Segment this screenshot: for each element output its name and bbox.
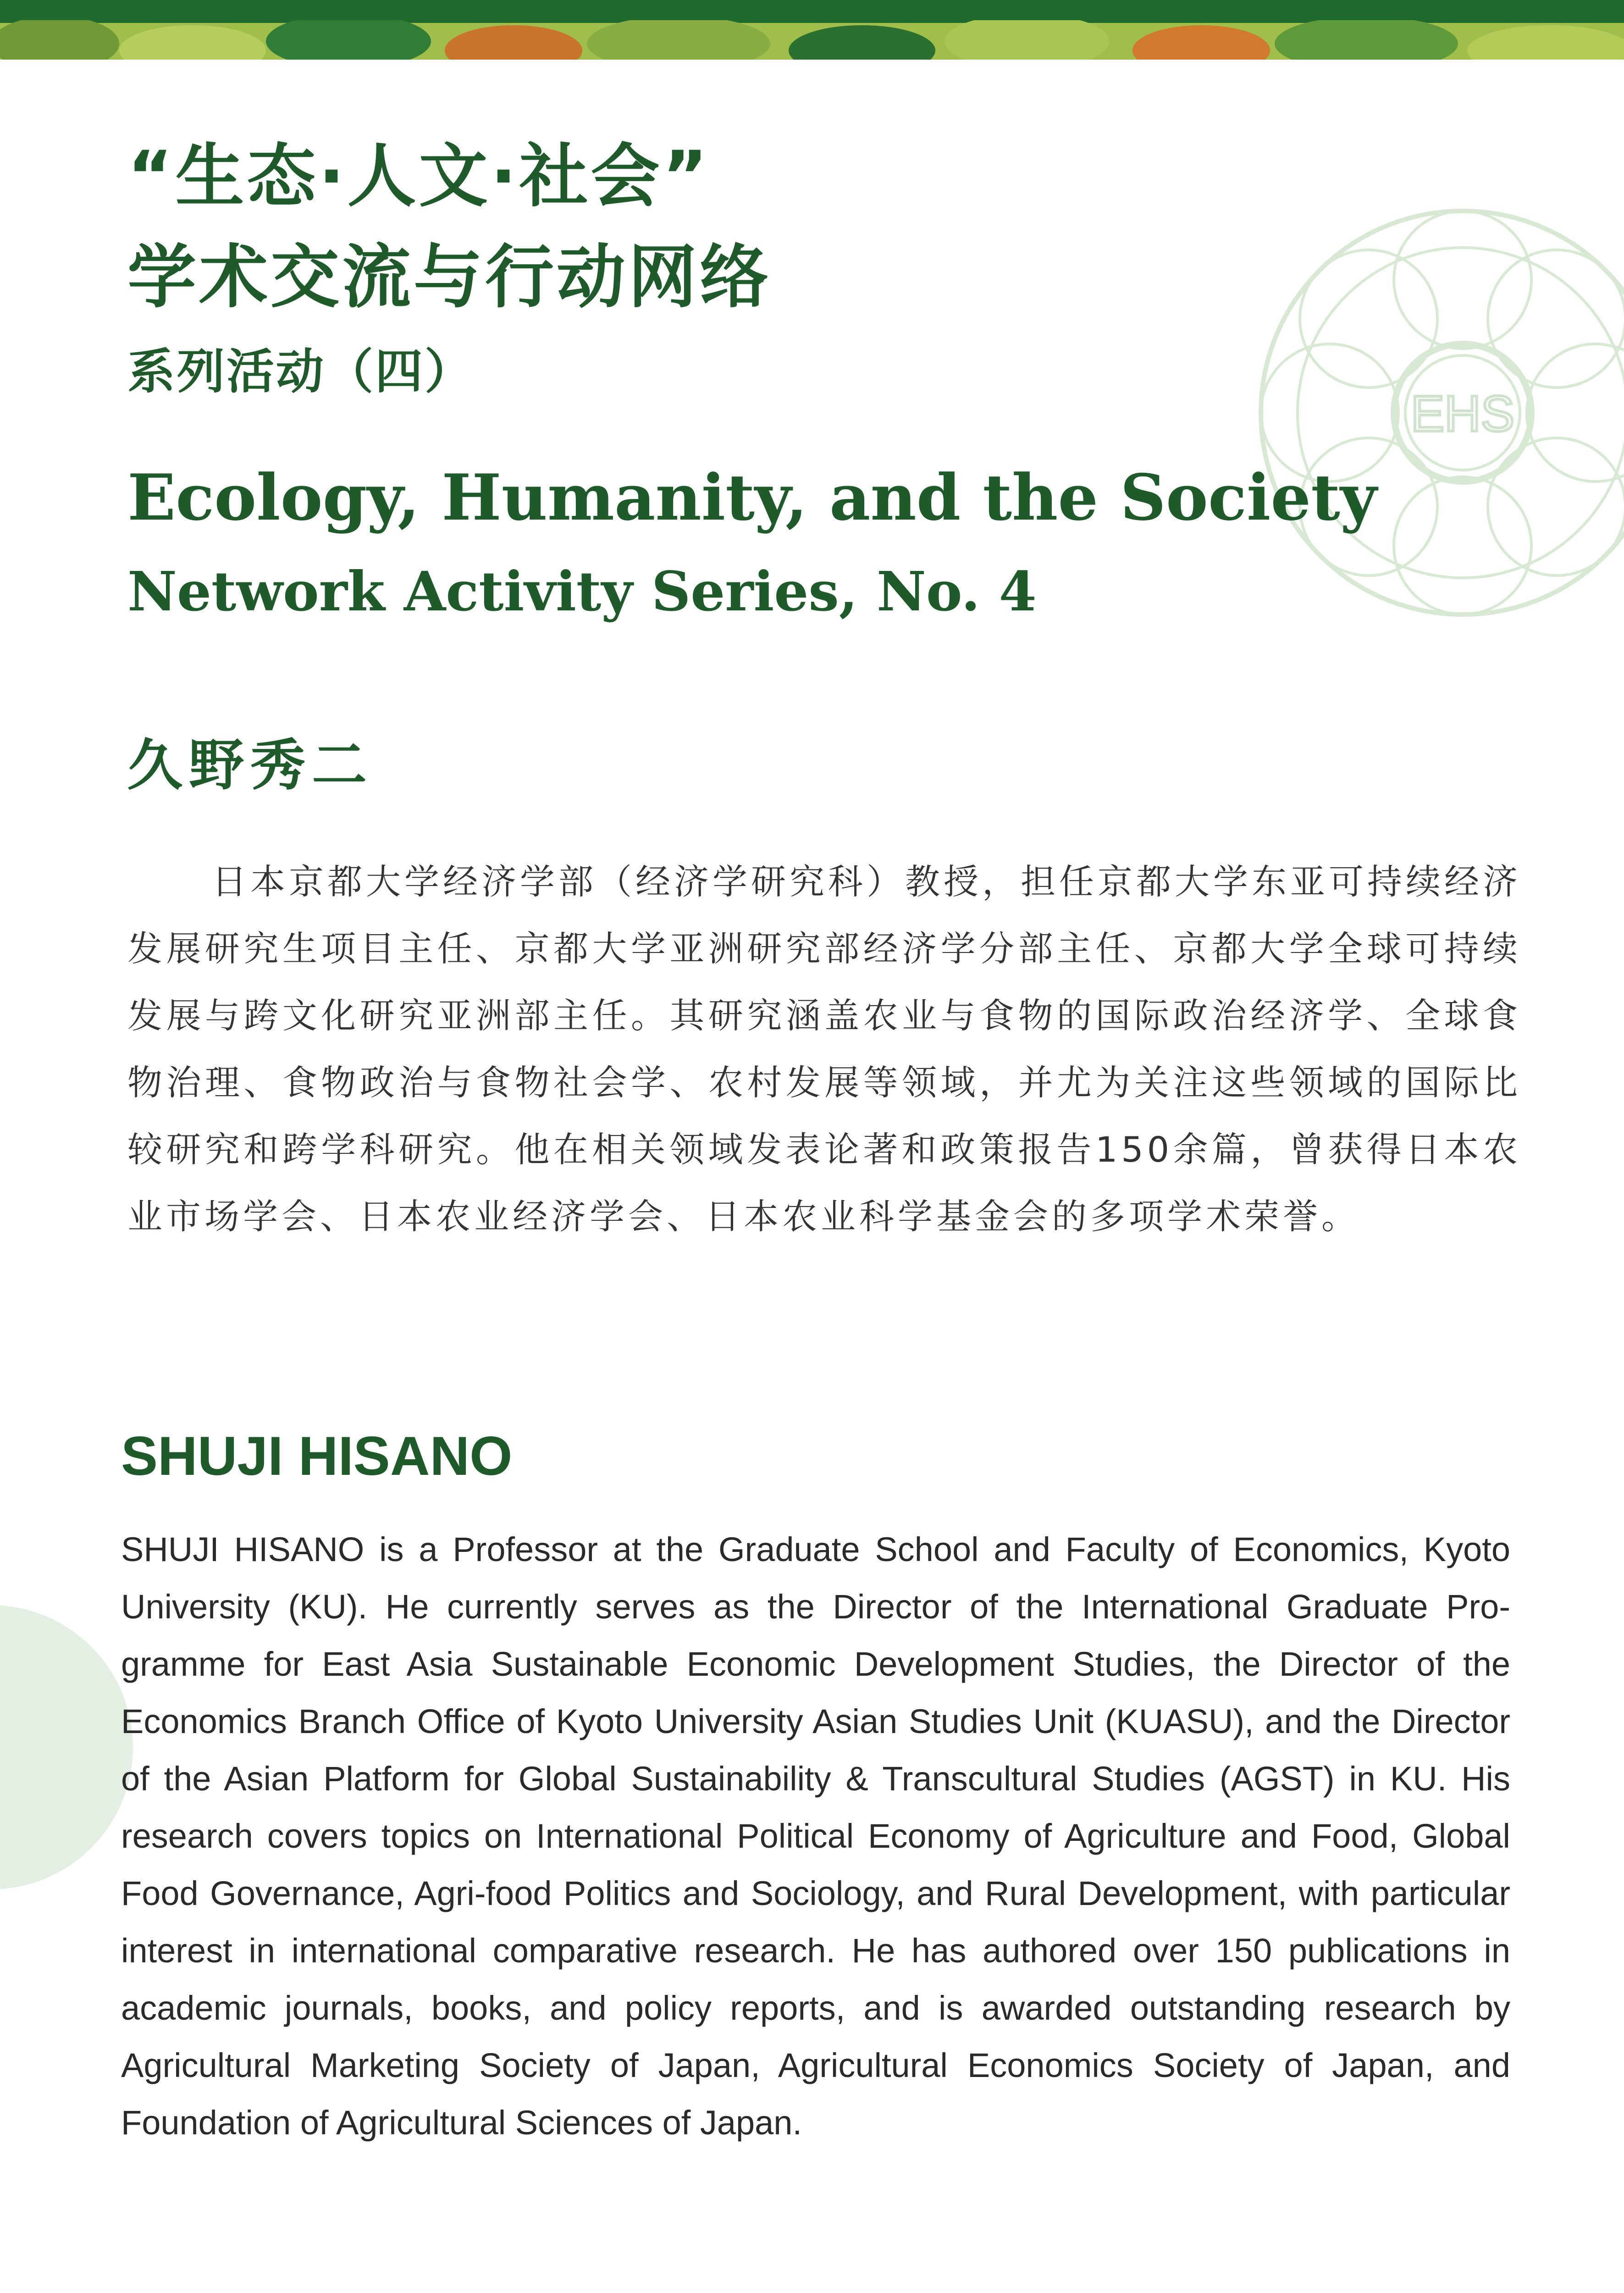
title-en-line2: Network Activity Series, No. 4 bbox=[127, 559, 1037, 623]
speaker-bio-cn: 日本京都大学经济学部（经济学研究科）教授，担任京都大学东亚可持续经济发展研究生项目主任、京都大学亚洲研究部经济学分部主任、京都大学全球可持续发展与跨文化研究亚洲部主任。其研究涵盖农业与食物的国际政治经济学、全球食物治理、食物政治与食物社会学、农村发展等领域，并尤为关注这些领域的国际比较研究和跨学科研究。他在相关领域发表论著和政策报告150余篇，曾获得日本农业市场学会、日本农业经济学会、日本农业科学基金会的多项学术荣誉。 bbox=[127, 861, 1521, 1237]
title-cn-line3: 系列活动（四） bbox=[127, 343, 475, 399]
ehs-emblem-icon bbox=[1247, 138, 1624, 688]
title-cn-line1: “生态·人文·社会” bbox=[127, 137, 711, 216]
top-decorative-band bbox=[0, 0, 1624, 60]
emblem-label: EHS bbox=[1410, 386, 1515, 442]
title-cn-line2: 学术交流与行动网络 bbox=[127, 238, 772, 317]
top-band-pattern bbox=[0, 0, 1624, 60]
title-en-line1: Ecology, Humanity, and the Society bbox=[127, 460, 1377, 535]
side-circle-decoration bbox=[0, 1605, 133, 1889]
speaker-bio-en: SHUJI HISANO is a Professor at the Graduate School and Faculty of Economics, Kyoto University (KU). He currently serves as the Director of the International Graduate Programme for East Asia Sustainable Economic Development Studies, the Director of the Economics Branch Office of Kyoto University Asian Studies Unit (KUASU), and the Director of the Asian Platform for Global Sustainability & Transcultural Studies (AGST) in KU. His research covers topics on International Political Economy of Agriculture and Food, Global Food Governance, Agri-food Politics and Sociology, and Rural Development, with particular interest in international comparative research. He has authored over 150 publications in academic journals, books, and policy reports, and is awarded outstanding research by Agricultural Marketing Society of Japan, Agricultural Economics Society of Japan, and Foundation of Agricultural Sciences of Japan. bbox=[121, 1530, 1510, 2142]
speaker-name-cn: 久野秀二 bbox=[127, 734, 373, 798]
speaker-name-en: SHUJI HISANO bbox=[121, 1425, 513, 1487]
